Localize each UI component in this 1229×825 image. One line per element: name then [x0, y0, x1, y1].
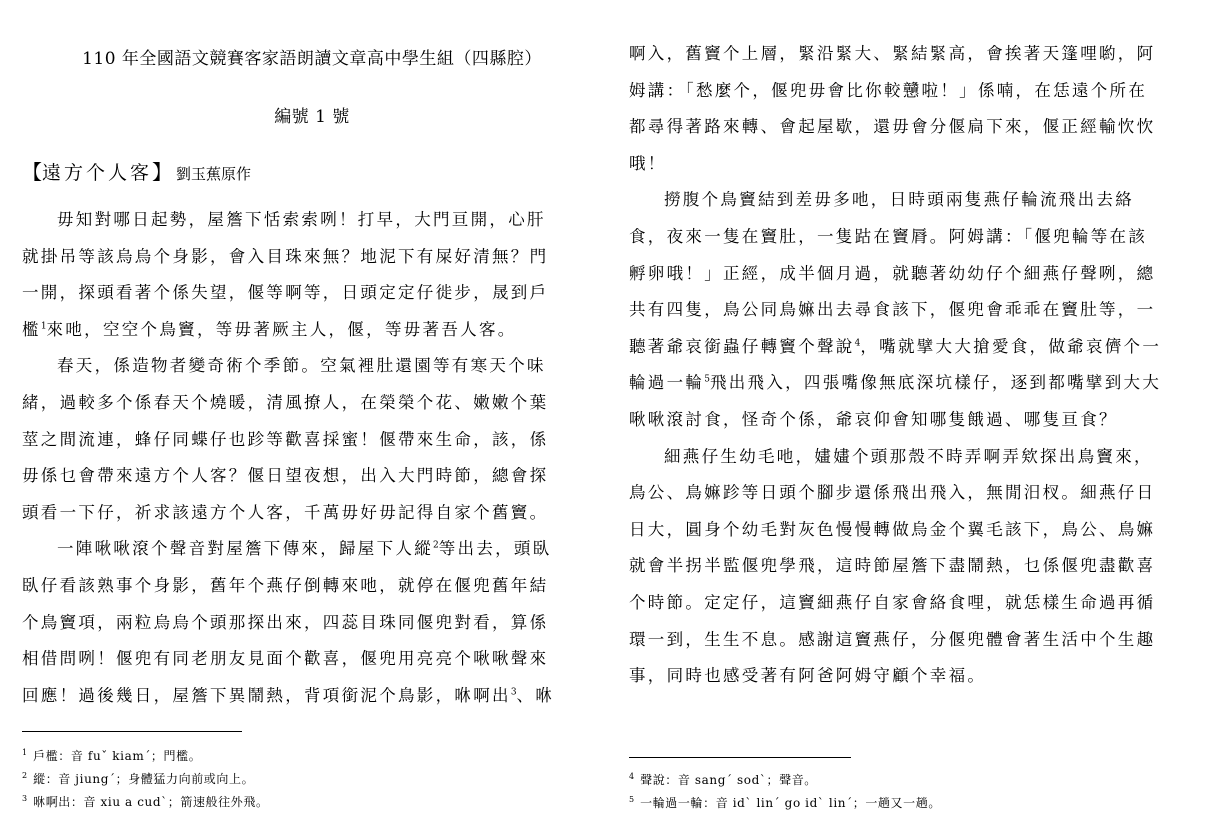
footnote-ref: 1 [40, 321, 47, 332]
footnote-5: $^5$ 一輪過一輪：音 id` lin´ go id` lin´；一趟又一趟。 [629, 795, 941, 810]
body-line: 頭看一下仔，祈求該遠方个人客，千萬毋好毋記得自家个舊竇。 [22, 502, 549, 522]
article-author: 劉玉蕉原作 [176, 165, 252, 183]
body-line: 輪過一輪$^5$飛出飛入，四張嘴像無底深坑樣仔，逐到都嘴擘到大大 [629, 373, 1162, 393]
body-line: 就掛吊等該烏烏个身影，會入目珠來無？地泥下有屎好清無？門 [22, 246, 549, 266]
footnote-1: $^1$ 戶檻：音 fuˇ kiam´；門檻。 [22, 748, 202, 763]
footnote-divider [22, 731, 242, 732]
body-line: 个時節。定定仔，這竇細燕仔自家會絡食哩，就恁樣生命過再循 [629, 592, 1156, 612]
body-line: 檻$^1$來吔，空空个鳥竇，等毋著厥主人，偃，等毋著吾人客。 [22, 319, 517, 339]
footnote-3: $^3$ 咻啊出：音 xiu a cud`；箭速般往外飛。 [22, 794, 269, 809]
body-line: 日大，圓身个幼毛對灰色慢慢轉做烏金个翼毛該下，鳥公、鳥嫲 [629, 519, 1156, 539]
body-line: 莖之間流連，蜂仔同蝶仔也跈等歡喜採蜜！偃帶來生命，該，係 [22, 429, 549, 449]
body-line: 回應！過後幾日，屋簷下異鬧熱，背項銜泥个鳥影，咻啊出$^3$、咻 [22, 685, 555, 705]
footnote-ref: 2 [433, 540, 439, 551]
footnote-divider [629, 757, 851, 758]
body-line: 哦！ [629, 153, 667, 173]
body-line: 毋知對哪日起勢，屋簷下恬索索咧！打早，大門亘開，心肝 [57, 210, 546, 229]
footnote-ref: 5 [704, 374, 710, 385]
body-line: 聽著爺哀銜蟲仔轉竇个聲說$^4$，嘴就擘大大搶愛食，做爺哀儕个一 [629, 336, 1162, 356]
footnote-4: $^4$ 聲說：音 sang´ sod`；聲音。 [629, 772, 817, 787]
body-line: 鳥公、鳥嫲跈等日頭个腳步還係飛出飛入，無閒汨杈。細燕仔日 [629, 483, 1156, 503]
footnote-ref: 3 [510, 687, 517, 698]
body-line: 一開，探頭看著个係失望，偃等啊等，日頭定定仔徙步，晟到戶 [22, 283, 549, 303]
body-line: 毋係乜會帶來遠方个人客？偃日望夜想，出入大門時節，總會探 [22, 466, 549, 486]
body-line: 啾啾滾討食，怪奇个係，爺哀仰會知哪隻餓過、哪隻亘食？ [629, 409, 1118, 429]
body-line: 春天，係造物者變奇術个季節。空氣裡肚還園等有寒天个味 [57, 356, 546, 376]
body-line: 姆講：「愁麼个，偃兜毋會比你較戇啦！」係喃，在恁遠个所在 [629, 80, 1148, 100]
footnote-2: $^2$ 縱：音 jiung´；身體猛力向前或向上。 [22, 771, 255, 786]
body-line: 相借問咧！偃兜有同老朋友見面个歡喜，偃兜用亮亮个啾啾聲來 [22, 649, 549, 669]
body-line: 一陣啾啾滾个聲音對屋簷下傳來，歸屋下人縱$^2$等出去，頭臥 [57, 539, 552, 559]
body-line: 就會半拐半監偃兜學飛，這時節屋簷下盡鬧熱，乜係偃兜盡歡喜 [629, 556, 1156, 576]
body-line: 个鳥竇項，兩粒烏烏个頭那探出來，四蕊目珠同偃兜對看，算係 [22, 612, 549, 632]
body-line: 都尋得著路來轉、會起屋歇，還毋會分偃扃下來，偃正經輸忺忺 [629, 117, 1156, 137]
body-line: 撈腹个鳥竇結到差毋多吔，日時頭兩隻燕仔輪流飛出去絡 [664, 190, 1134, 210]
right-body-text [629, 36, 1207, 695]
body-line: 食，夜來一隻在竇肚，一隻跍在竇脣。阿姆講：「偃兜輪等在該 [629, 226, 1148, 246]
article-heading [22, 156, 251, 185]
article-title: 遠方个人客 [42, 162, 153, 184]
left-body-text [22, 202, 602, 714]
document-title: 110 年全國語文競賽客家語朗讀文章高中學生組（四縣腔） [82, 49, 542, 69]
heading-open-bracket: 【 [22, 160, 42, 184]
body-line: 緒，過較多个係春天个燒暖，清風撩人，在榮榮个花、嫩嫩个葉 [22, 392, 549, 412]
body-line: 共有四隻，鳥公同鳥嫲出去尋食該下，偃兜會乖乖在竇肚等，一 [629, 300, 1156, 320]
heading-close-bracket: 】 [152, 160, 173, 184]
body-line: 事，同時也感受著有阿爸阿姆守顧个幸福。 [629, 666, 987, 686]
body-line: 啊入，舊竇个上層，緊沿緊大、緊結緊高，會挨著天篷哩喲，阿 [629, 44, 1156, 63]
body-line: 孵卵哦！」正經，成半個月過，就聽著幼幼仔个細燕仔聲咧，總 [629, 263, 1156, 283]
footnote-ref: 4 [854, 338, 861, 349]
body-line: 臥仔看該熟事个身影，舊年个燕仔倒轉來吔，就停在偃兜舊年結 [22, 575, 549, 595]
body-line: 環一到，生生不息。感謝這竇燕仔，分偃兜體會著生活中个生趣 [629, 629, 1156, 649]
document-number: 編號 1 號 [274, 107, 350, 127]
body-line: 細燕仔生幼毛吔，嫿嫿个頭那殼不時弄啊弄欸探出鳥竇來， [664, 446, 1153, 466]
